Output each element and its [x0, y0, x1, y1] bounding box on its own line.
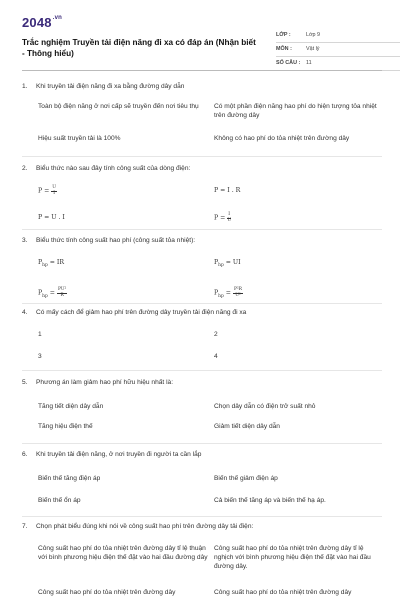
meta-class-row: [276, 29, 400, 43]
option-a[interactable]: Biến thế tăng điện áp: [38, 475, 101, 482]
question-header: [22, 376, 382, 390]
options-grid: [38, 462, 382, 518]
question-number: 1.: [22, 83, 28, 90]
option-b[interactable]: Chọn dây dẫn có điện trở suất nhỏ: [214, 403, 316, 410]
option-a[interactable]: [38, 186, 208, 196]
page-title: Trắc nghiệm Truyền tải điện năng đi xa có đáp án (Nhận biết - Thông hiểu): [22, 38, 256, 58]
logo-suffix: .vn: [52, 15, 63, 21]
question-number: 5.: [22, 379, 28, 386]
formula-symbol: P: [214, 259, 219, 266]
fraction-numerator: U: [52, 185, 56, 190]
meta-key: SỐ CÂU :: [276, 60, 301, 66]
fraction: [227, 213, 231, 223]
fraction-denominator: U²: [235, 292, 241, 298]
option-d[interactable]: [214, 213, 384, 223]
logo-text: 2048: [22, 15, 52, 30]
question-number: 2.: [22, 165, 28, 172]
question-text: Khi truyền tải điện năng đi xa bằng đường dây dẫn: [36, 83, 185, 90]
question-header: [22, 448, 382, 462]
question-header: [22, 234, 382, 248]
question-number: 3.: [22, 237, 28, 244]
option-a[interactable]: [38, 258, 208, 270]
question-3: [22, 234, 382, 310]
option-c[interactable]: Hiệu suất truyền tải là 100%: [38, 135, 121, 142]
formula-rhs: = IR: [47, 259, 65, 266]
option-b[interactable]: 2: [214, 331, 218, 338]
option-d[interactable]: Cả biến thế tăng áp và biến thế hạ áp.: [214, 497, 326, 504]
meta-value: Lớp 9: [306, 32, 321, 38]
fraction: [57, 288, 67, 298]
fraction-denominator: R: [60, 292, 64, 298]
formula-subscript: hp: [218, 293, 224, 299]
option-c[interactable]: P = U . I: [38, 214, 65, 221]
formula-subscript: hp: [42, 293, 48, 299]
options-grid: [38, 534, 382, 600]
question-6: [22, 448, 382, 518]
formula-subscript: hp: [218, 263, 224, 269]
question-text: Phương án làm giảm hao phí hữu hiệu nhất là:: [36, 379, 174, 386]
question-number: 7.: [22, 523, 28, 530]
options-grid: [38, 94, 382, 160]
formula-lhs: P =: [38, 187, 52, 195]
formula-lhs: P =: [214, 214, 228, 222]
fraction-denominator: U: [227, 217, 232, 223]
question-header: [22, 306, 382, 320]
fraction-numerator: I: [228, 212, 231, 217]
question-divider: [22, 156, 382, 157]
meta-value: 11: [306, 60, 312, 66]
header-divider: [22, 70, 382, 71]
options-grid: [38, 320, 382, 376]
fraction: [51, 186, 57, 196]
option-b[interactable]: Biến thế giảm điện áp: [214, 475, 278, 482]
formula-rhs: = UI: [223, 259, 241, 266]
options-grid: [38, 176, 382, 234]
option-c[interactable]: Biến thế ổn áp: [38, 497, 81, 504]
formula-rhs: =: [47, 289, 57, 297]
question-4: [22, 306, 382, 376]
question-divider: [22, 516, 382, 517]
option-a[interactable]: Toàn bộ điện năng ở nơi cấp sẽ truyền đến nơi tiêu thụ: [38, 103, 199, 110]
formula-symbol: P: [38, 289, 43, 297]
question-number: 4.: [22, 309, 28, 316]
question-text: Biểu thức tính công suất hao phí (công suất tỏa nhiệt):: [36, 237, 196, 244]
meta-subject-row: [276, 43, 400, 57]
question-5: [22, 376, 382, 446]
meta-key: MÔN :: [276, 46, 292, 52]
option-c[interactable]: 3: [38, 353, 42, 360]
formula-symbol: P: [214, 289, 219, 297]
option-a[interactable]: 1: [38, 331, 42, 338]
option-d[interactable]: 4: [214, 353, 218, 360]
options-grid: [38, 248, 382, 310]
option-b[interactable]: P = I . R: [214, 187, 241, 194]
option-b[interactable]: Công suất hao phí do tỏa nhiệt trên đường dây tỉ lệ nghịch với bình phương hiệu điện thế đặt vào hai đầu đường dây.: [214, 545, 371, 570]
question-divider: [22, 370, 382, 371]
option-b[interactable]: [214, 258, 384, 270]
option-a[interactable]: Công suất hao phí do tỏa nhiệt trên đường dây tỉ lệ thuận với bình phương hiệu điện thế đặt vào hai đầu đường dây: [38, 545, 208, 561]
option-d[interactable]: Không có hao phí do tỏa nhiệt trên đường dây: [214, 135, 350, 142]
question-divider: [22, 443, 382, 444]
option-d[interactable]: [214, 288, 384, 301]
question-text: Chọn phát biểu đúng khi nói về công suất hao phí trên đường dây tải điện:: [36, 523, 254, 530]
fraction-numerator: PU²: [57, 287, 67, 292]
question-1: [22, 80, 382, 160]
question-header: [22, 80, 382, 94]
option-d[interactable]: Công suất hao phí do tỏa nhiệt trên đường dây: [214, 589, 352, 596]
question-divider: [22, 229, 382, 230]
option-d[interactable]: Giảm tiết diện dây dẫn: [214, 423, 280, 430]
question-7: [22, 520, 382, 600]
option-b[interactable]: Có một phần điện năng hao phí do hiện tượng tỏa nhiệt trên đường dây: [214, 103, 377, 119]
meta-key: LỚP :: [276, 32, 291, 38]
fraction-denominator: I: [53, 190, 56, 196]
question-text: Có mấy cách để giảm hao phí trên đường dây truyền tải điện năng đi xa: [36, 309, 247, 316]
fraction-numerator: P²R: [233, 287, 242, 292]
option-a[interactable]: Tăng tiết diện dây dẫn: [38, 403, 104, 410]
question-header: [22, 162, 382, 176]
formula-symbol: P: [38, 259, 43, 266]
meta-count-row: [276, 57, 400, 71]
question-text: Biểu thức nào sau đây tính công suất của dòng điện:: [36, 165, 191, 172]
site-logo[interactable]: [22, 15, 62, 30]
meta-value: Vật lý: [306, 46, 320, 52]
document-header: [22, 15, 382, 65]
fraction: [233, 288, 243, 298]
question-2: [22, 162, 382, 234]
option-c[interactable]: Tăng hiệu điện thế: [38, 423, 93, 430]
question-header: [22, 520, 382, 534]
option-c[interactable]: Công suất hao phí do tỏa nhiệt trên đường dây: [38, 589, 176, 596]
formula-subscript: hp: [42, 263, 48, 269]
question-text: Khi truyền tải điện năng, ở nơi truyền đi người ta cần lắp: [36, 451, 202, 458]
formula-rhs: =: [223, 289, 233, 297]
options-grid: [38, 390, 382, 446]
document-meta: [276, 29, 400, 71]
question-divider: [22, 303, 382, 304]
question-number: 6.: [22, 451, 28, 458]
option-c[interactable]: [38, 288, 208, 301]
